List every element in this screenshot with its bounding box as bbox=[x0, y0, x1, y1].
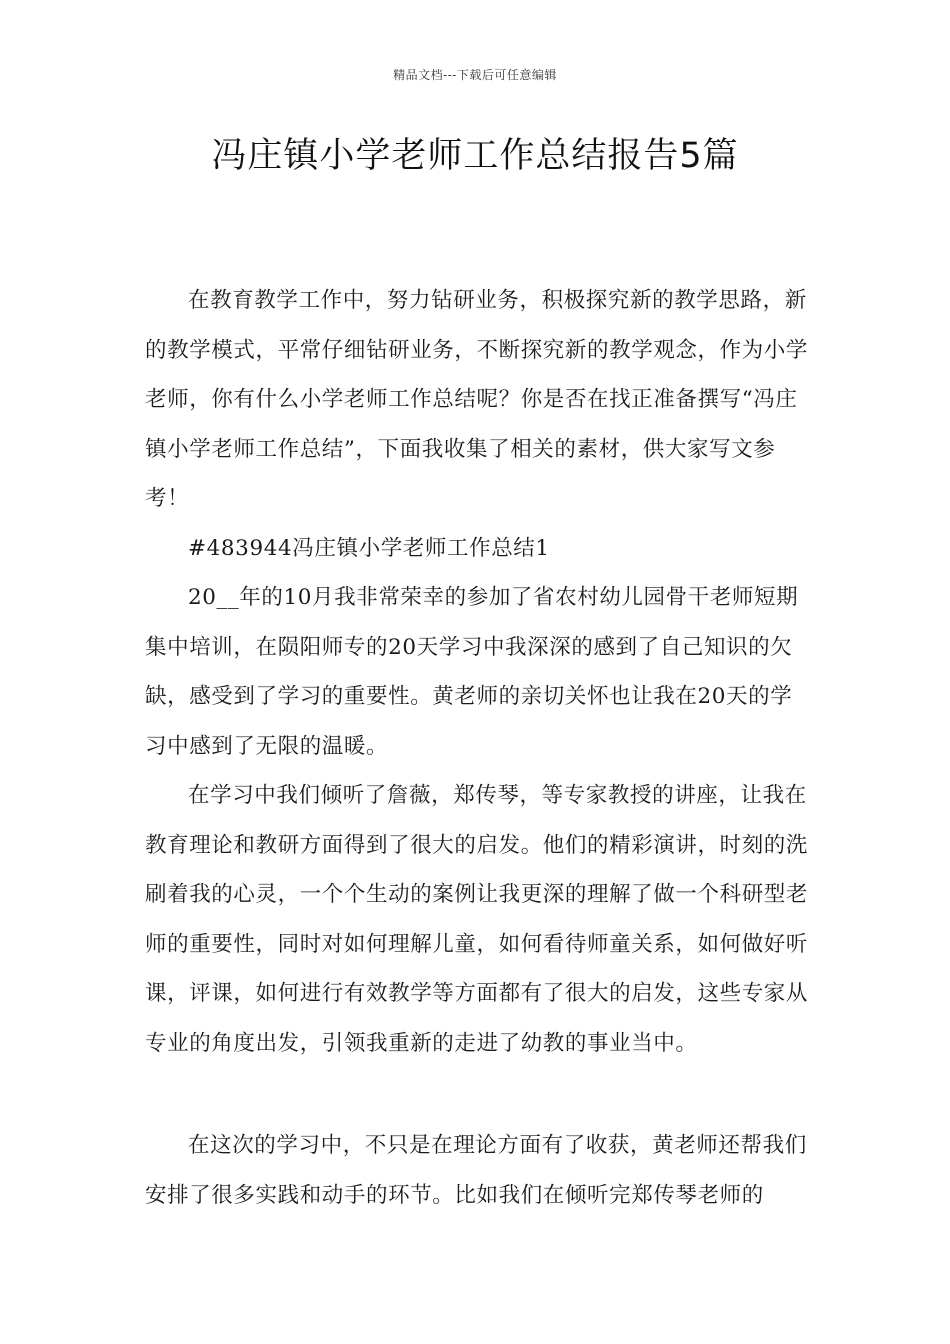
header-note: 精品文档---下载后可任意编辑 bbox=[393, 68, 557, 82]
body-paragraph: 20__年的10月我非常荣幸的参加了省农村幼儿园骨干老师短期集中培训，在陨阳师专的20天学习中我深深的感到了自己知识的欠缺，感受到了学习的重要性。黄老师的亲切关怀也让我在20天的学习中感到了无限的温暖。 bbox=[145, 585, 799, 759]
body-paragraph: 在这次的学习中，不只是在理论方面有了收获，黄老师还帮我们安排了很多实践和动手的环节。比如我们在倾听完郑传琴老师的 bbox=[145, 1133, 807, 1208]
body-paragraph: 在学习中我们倾听了詹薇，郑传琴，等专家教授的讲座，让我在教育理论和教研方面得到了很大的启发。他们的精彩演讲，时刻的洗刷着我的心灵，一个个生动的案例让我更深的理解了做一个科研型老师的重要性，同时对如何理解儿童，如何看待师童关系，如何做好听课，评课，如何进行有效教学等方面都有了很大的启发，这些专家从专业的角度出发，引领我重新的走进了幼教的事业当中。 bbox=[145, 783, 809, 1056]
body-section-1 bbox=[145, 276, 810, 1068]
body-section-2 bbox=[145, 1121, 810, 1220]
intro-paragraph: 在教育教学工作中，努力钻研业务，积极探究新的教学思路，新的教学模式，平常仔细钻研业务，不断探究新的教学观念，作为小学老师，你有什么小学老师工作总结呢？你是否在找正准备撰写“冯庄镇小学老师工作总结”，下面我收集了相关的素材，供大家写文参考！ bbox=[145, 288, 809, 511]
document-title: 冯庄镇小学老师工作总结报告5篇 bbox=[211, 136, 739, 176]
section-heading: #483944冯庄镇小学老师工作总结1 bbox=[188, 535, 550, 561]
